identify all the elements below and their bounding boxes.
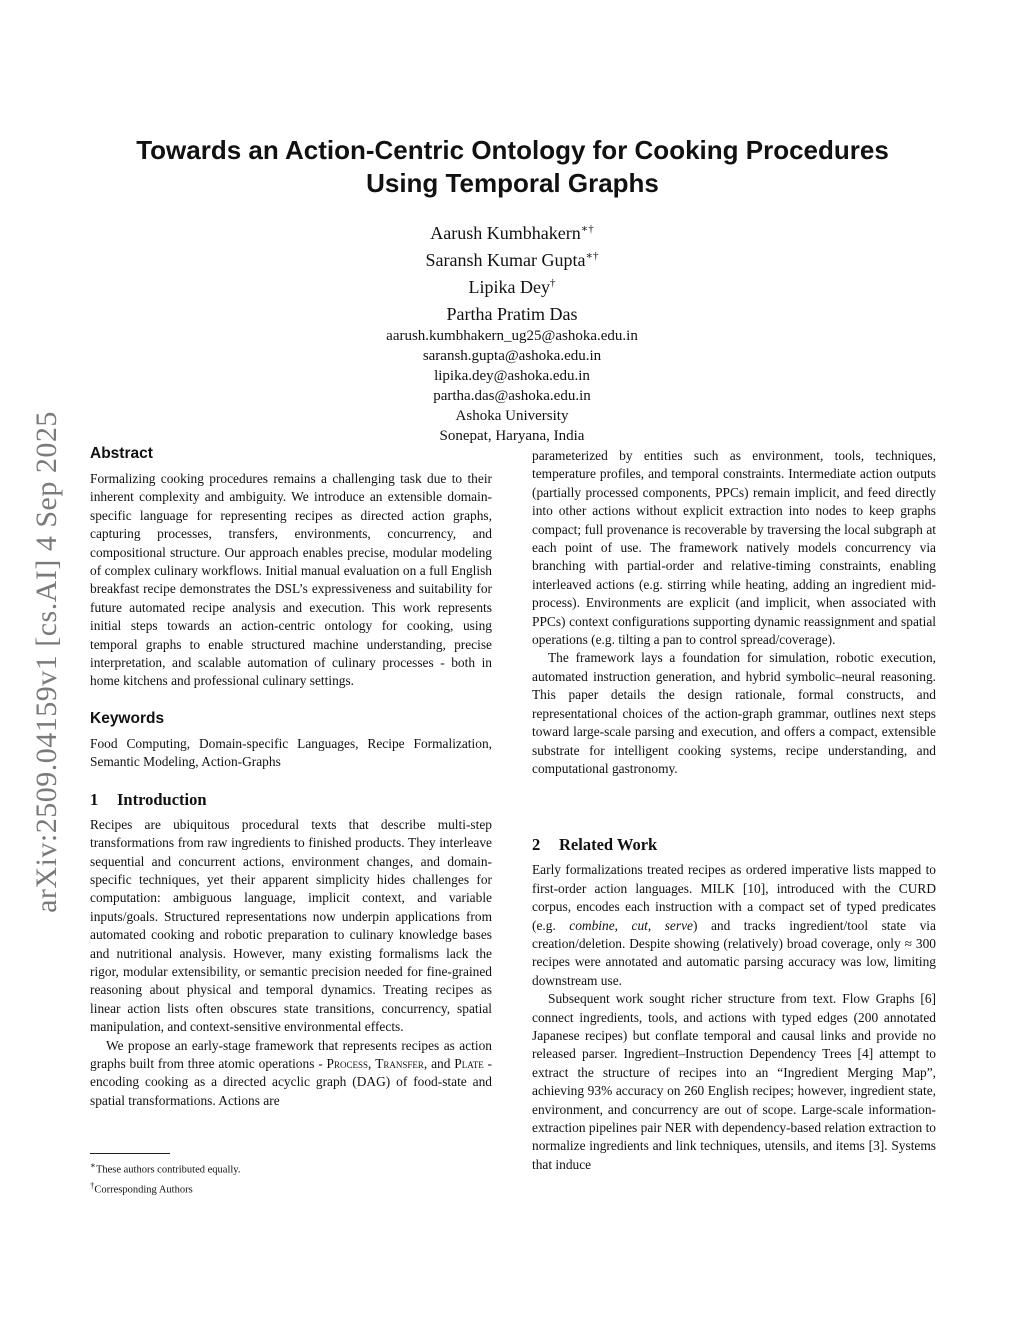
right-column <box>532 447 936 1174</box>
arxiv-identifier <box>22 382 72 942</box>
introduction-paragraph: The framework lays a foundation for simulation, robotic execution, automated instruction generation, and hybrid symbolic–neural reasoning. This paper details the design rationale, formal constructs, and representational choices of the action-graph grammar, outlines next steps toward large-scale parsing and execution, and offers a compact, extensible substrate for intelligent cooking systems, recipe understanding, and computational gastronomy. <box>532 650 936 776</box>
author-block <box>200 218 824 446</box>
abstract-text: Formalizing cooking procedures remains a challenging task due to their inherent complexity and ambiguity. We introduce an extensible domain-specific language for representing recipes as directed action graphs, capturing processes, transfers, environments, concurrency, and compositional structure. Our approach enables precise, modular modeling of complex culinary workflows. Initial manual evaluation on a full English breakfast recipe demonstrates the DSL’s expressiveness and suitability for future automated recipe analysis and execution. This work represents initial steps towards an action-centric ontology for cooking, using temporal graphs to enable structured machine understanding, precise interpretation, and scalable automation of culinary processes - both in home kitchens and professional culinary settings. <box>90 471 492 689</box>
related-work-paragraph: Subsequent work sought richer structure from text. Flow Graphs [6] connect ingredients, tools, and actions with typed edges (200 annotated Japanese recipes) but conflate temporal and causal links and provide no released parser. Ingredient–Instruction Dependency Trees [4] attempt to extract the structure of recipes into an “Ingredient Merging Map”, achieving 93% accuracy on 260 English recipes; however, ingredient state, environment, and concurrency are out of scope. Large-scale information-extraction pipelines pair NER with dependency-based relation extraction to normalize ingredients and link techniques, utensils, and items [3]. Systems that induce <box>532 991 936 1172</box>
left-column <box>90 444 492 1110</box>
footnote-rule <box>90 1153 170 1154</box>
related-work-paragraph: Early formalizations treated recipes as ordered imperative lists mapped to first-order action languages. MILK [10], introduced with the CURD corpus, encodes each instruction with a compact set of typed predicates (e.g. combine, cut, serve) and tracks ingredient/tool state via creation/deletion. Despite showing (relatively) broad coverage, only ≈ 300 recipes were annotated and automatic parsing accuracy was low, limiting downstream use. <box>532 862 936 988</box>
author-email[interactable]: partha.das@ashoka.edu.in <box>433 388 591 404</box>
footnotes <box>90 1153 492 1197</box>
title-line-1: Towards an Action-Centric Ontology for Cooking Procedures <box>136 135 889 165</box>
author-email[interactable]: saransh.gupta@ashoka.edu.in <box>422 348 602 364</box>
author-name: Saransh Kumar Gupta∗† <box>425 250 599 270</box>
location: Sonepat, Haryana, India <box>439 428 585 444</box>
paper-title <box>90 134 935 200</box>
author-email[interactable]: lipika.dey@ashoka.edu.in <box>434 368 590 384</box>
arxiv-identifier-text: arXiv:2509.04159v1 [cs.AI] 4 Sep 2025 <box>30 411 63 913</box>
related-work-heading: 2 Related Work <box>532 835 658 855</box>
introduction-paragraph: We propose an early-stage framework that represents recipes as action graphs built from three atomic operations - Process, Transfer, and Plate - encoding cooking as a directed acyclic graph (DAG) of food-state and spatial transformations. Actions are <box>90 1037 492 1108</box>
author-name: Partha Pratim Das <box>446 304 578 324</box>
title-line-2: Using Temporal Graphs <box>366 168 659 198</box>
abstract-heading: Abstract <box>90 445 153 462</box>
footnote-corresponding: †Corresponding Authors <box>90 1179 193 1195</box>
introduction-paragraph: parameterized by entities such as environment, tools, techniques, temperature profiles, and temporal constraints. Intermediate action outputs (partially processed components, PPCs) remain implicit, and feed directly into other actions without explicit extraction into nodes to keep graphs compact; full provenance is recoverable by traversing the local subgraph at each point of use. The framework natively models concurrency via branching with partial-order and relative-timing constraints, enabling interleaved actions (e.g. stirring while heating, adding an ingredient mid-process). Environments are explicit (and implicit, when associated with PPCs) context configurations supporting dynamic reassignment and spatial operations (e.g. tilting a pan to control spread/coverage). <box>532 448 936 648</box>
footnote-equal-contribution: ∗These authors contributed equally. <box>90 1160 241 1176</box>
author-email[interactable]: aarush.kumbhakern_ug25@ashoka.edu.in <box>386 328 638 344</box>
author-name: Aarush Kumbhakern∗† <box>430 223 594 243</box>
affiliation: Ashoka University <box>455 408 569 424</box>
author-name: Lipika Dey† <box>468 277 556 297</box>
introduction-paragraph: Recipes are ubiquitous procedural texts that describe multi-step transformations from raw ingredients to finished products. They interleave sequential and concurrent actions, environment changes, and domain-specific techniques, yet their apparent simplicity hides challenges for computation: ambiguous language, implicit context, and variable inputs/goals. Structured representations now underpin applications from automated cooking and robotic preparation to culinary knowledge bases and nutritional analysis. However, many existing formalisms lack the rigor, modular extensibility, or semantic precision needed for fine-grained reasoning about physical and temporal dynamics. Treating recipes as linear action lists often obscures state transitions, concurrency, spatial manipulation, and context-sensitive environmental effects. <box>90 816 492 1035</box>
keywords-text: Food Computing, Domain-specific Languages, Recipe Formalization, Semantic Modeling, Action-Graphs <box>90 735 492 770</box>
keywords-heading: Keywords <box>90 709 165 727</box>
introduction-heading: 1 Introduction <box>90 789 207 809</box>
